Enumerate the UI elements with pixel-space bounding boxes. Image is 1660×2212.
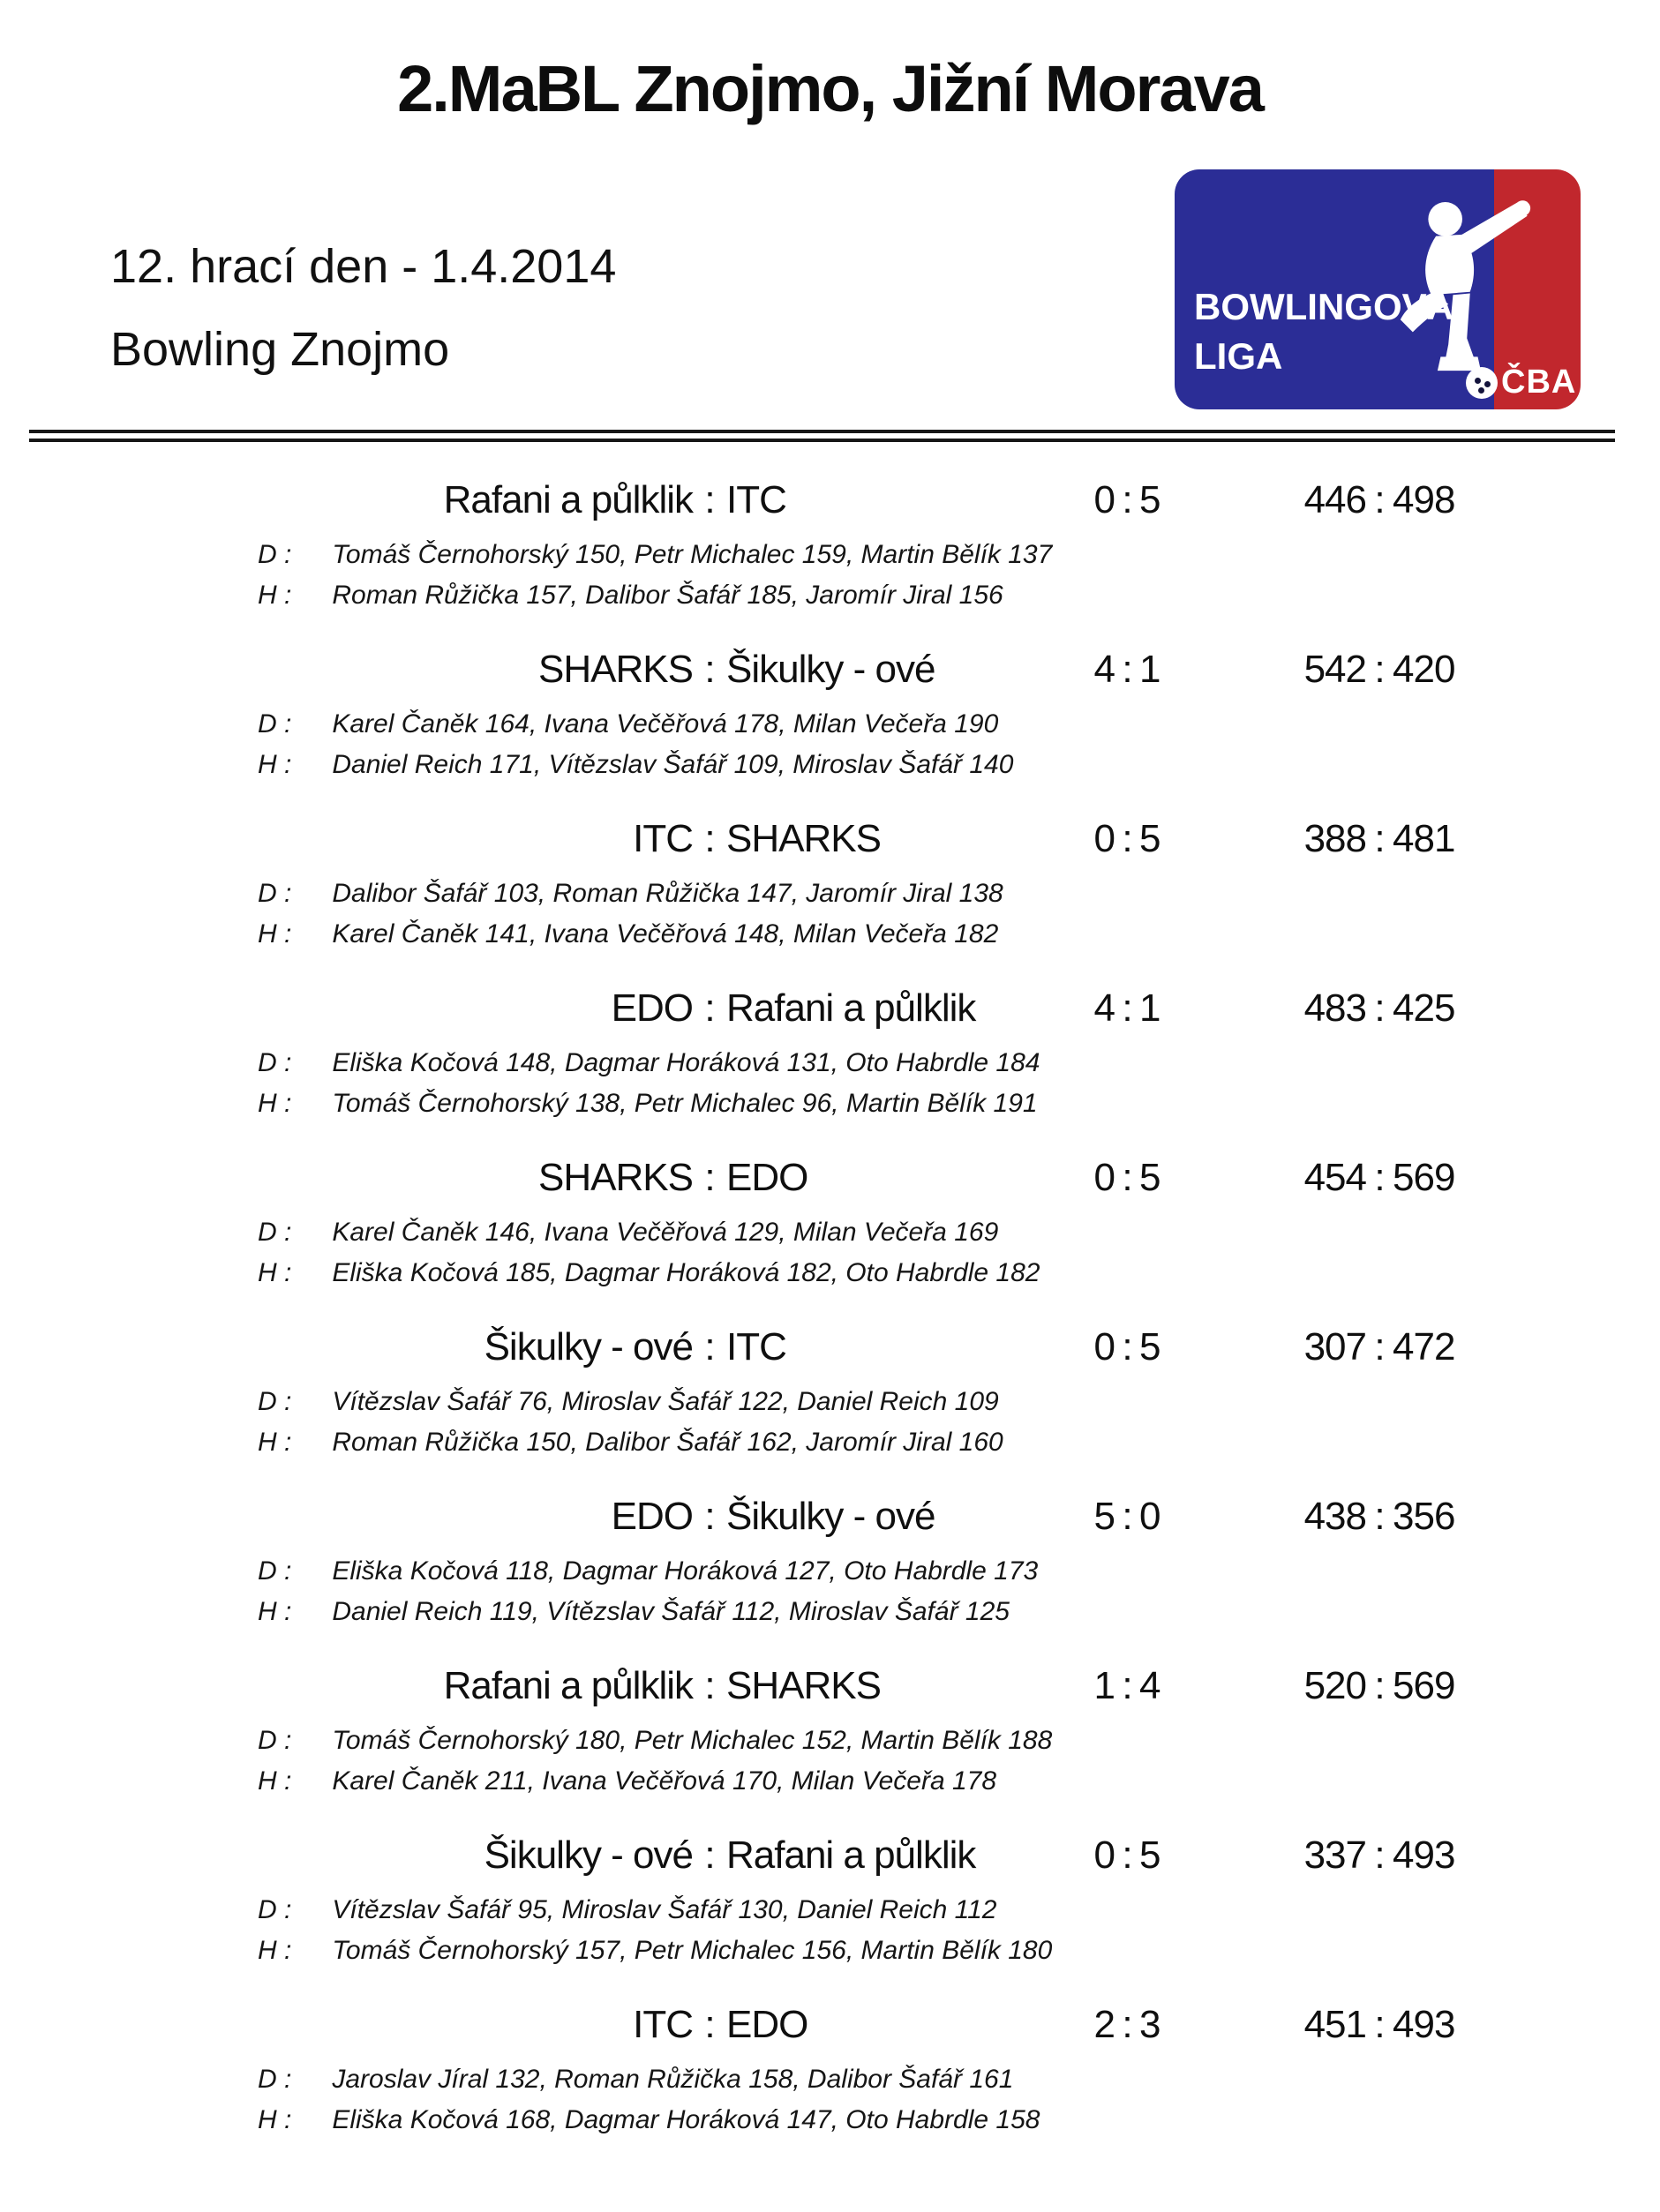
score-colon: : — [1122, 478, 1132, 521]
home-players-row — [0, 1553, 1660, 1590]
away-row-label: H : — [258, 2105, 292, 2134]
pins-team-b: 425 — [1393, 986, 1455, 1030]
pins-team-a: 451 — [1303, 2003, 1366, 2046]
ball-hole — [1478, 387, 1484, 394]
match-list — [0, 475, 1660, 2169]
score-team-a: 0 — [1093, 1156, 1115, 1199]
score-colon: : — [1122, 1664, 1132, 1707]
match-title-row — [0, 1152, 1660, 1203]
away-row-label: H : — [258, 1258, 292, 1287]
score-team-b: 5 — [1139, 1833, 1160, 1877]
match-row — [0, 1999, 1660, 2139]
score-colon: : — [1122, 1833, 1132, 1877]
match-title-row — [0, 1830, 1660, 1881]
bowling-ball-icon — [1466, 367, 1498, 399]
away-players-list: Tomáš Černohorský 138, Petr Michalec 96, Martin Bělík 191 — [332, 1089, 1038, 1118]
pins-team-b: 420 — [1393, 648, 1455, 691]
away-row-label: H : — [258, 1597, 292, 1626]
teams-colon: : — [704, 986, 715, 1030]
away-players-list: Eliška Kočová 185, Dagmar Horáková 182, Oto Habrdle 182 — [332, 1258, 1040, 1287]
away-players-row — [0, 2102, 1660, 2139]
home-row-label: D : — [258, 1218, 292, 1247]
pins-colon: : — [1374, 817, 1385, 860]
pins-team-a: 307 — [1303, 1325, 1366, 1368]
match-row — [0, 1830, 1660, 1969]
logo-wordmark — [1194, 282, 1453, 381]
score-team-a: 2 — [1093, 2003, 1115, 2046]
score-team-a: 0 — [1093, 1325, 1115, 1368]
score-team-b: 0 — [1139, 1495, 1160, 1538]
pins-team-a: 446 — [1303, 478, 1366, 521]
teams-colon: : — [704, 817, 715, 860]
match-title-row — [0, 1661, 1660, 1712]
home-players-list: Vítězslav Šafář 95, Miroslav Šafář 130, Daniel Reich 112 — [332, 1895, 997, 1924]
score-colon: : — [1122, 648, 1132, 691]
match-title-row — [0, 1999, 1660, 2051]
away-players-row — [0, 1085, 1660, 1122]
team-b-name: ITC — [726, 478, 786, 521]
pins-colon: : — [1374, 1325, 1385, 1368]
score-team-a: 0 — [1093, 817, 1115, 860]
home-players-list: Eliška Kočová 148, Dagmar Horáková 131, Oto Habrdle 184 — [332, 1048, 1040, 1077]
home-row-label: D : — [258, 709, 292, 739]
home-players-row — [0, 1892, 1660, 1929]
away-players-list: Roman Růžička 157, Dalibor Šafář 185, Jaromír Jiral 156 — [332, 581, 1003, 610]
team-a-name: ITC — [633, 817, 693, 860]
team-b-name: EDO — [726, 2003, 808, 2046]
score-team-b: 1 — [1139, 986, 1160, 1030]
home-row-label: D : — [258, 1895, 292, 1924]
match-row — [0, 1661, 1660, 1800]
away-players-row — [0, 1763, 1660, 1800]
cba-badge: ČBA — [1501, 364, 1577, 401]
pins-team-b: 569 — [1393, 1664, 1455, 1707]
away-row-label: H : — [258, 919, 292, 949]
team-b-name: SHARKS — [726, 817, 881, 860]
home-players-row — [0, 1045, 1660, 1082]
away-players-row — [0, 1424, 1660, 1461]
score-team-b: 3 — [1139, 2003, 1160, 2046]
home-players-row — [0, 2061, 1660, 2098]
score-team-a: 4 — [1093, 648, 1115, 691]
pins-colon: : — [1374, 648, 1385, 691]
score-colon: : — [1122, 1495, 1132, 1538]
away-row-label: H : — [258, 1428, 292, 1457]
score-team-a: 5 — [1093, 1495, 1115, 1538]
pins-team-b: 498 — [1393, 478, 1455, 521]
pins-team-a: 337 — [1303, 1833, 1366, 1877]
match-row — [0, 1322, 1660, 1461]
score-team-a: 0 — [1093, 478, 1115, 521]
pins-colon: : — [1374, 986, 1385, 1030]
score-team-b: 5 — [1139, 817, 1160, 860]
home-players-list: Karel Čaněk 146, Ivana Večěřová 129, Milan Večeřa 169 — [332, 1218, 999, 1247]
match-row — [0, 814, 1660, 953]
ball-hole — [1475, 378, 1481, 384]
away-row-label: H : — [258, 1936, 292, 1965]
pins-colon: : — [1374, 1833, 1385, 1877]
pins-team-a: 520 — [1303, 1664, 1366, 1707]
pins-team-a: 542 — [1303, 648, 1366, 691]
away-players-row — [0, 1932, 1660, 1969]
team-a-name: EDO — [611, 986, 693, 1030]
bowling-league-logo — [1175, 169, 1581, 409]
match-row — [0, 644, 1660, 784]
away-players-row — [0, 1593, 1660, 1631]
team-b-name: ITC — [726, 1325, 786, 1368]
home-players-list: Eliška Kočová 118, Dagmar Horáková 127, Oto Habrdle 173 — [332, 1556, 1039, 1586]
pins-team-a: 483 — [1303, 986, 1366, 1030]
score-team-a: 1 — [1093, 1664, 1115, 1707]
pins-team-b: 356 — [1393, 1495, 1455, 1538]
match-day-date: 12. hrací den - 1.4.2014 — [110, 240, 617, 293]
match-row — [0, 475, 1660, 614]
team-b-name: Šikulky - ové — [726, 648, 935, 691]
away-players-list: Daniel Reich 171, Vítězslav Šafář 109, Miroslav Šafář 140 — [332, 750, 1014, 779]
match-row — [0, 983, 1660, 1122]
home-players-list: Karel Čaněk 164, Ivana Večěřová 178, Milan Večeřa 190 — [332, 709, 999, 739]
pins-team-b: 493 — [1393, 1833, 1455, 1877]
score-team-b: 4 — [1139, 1664, 1160, 1707]
score-team-a: 0 — [1093, 1833, 1115, 1877]
header-divider — [29, 430, 1615, 442]
pins-team-a: 388 — [1303, 817, 1366, 860]
team-a-name: SHARKS — [538, 648, 693, 691]
pins-colon: : — [1374, 478, 1385, 521]
away-players-list: Roman Růžička 150, Dalibor Šafář 162, Jaromír Jiral 160 — [332, 1428, 1003, 1457]
score-team-b: 5 — [1139, 1325, 1160, 1368]
home-players-list: Dalibor Šafář 103, Roman Růžička 147, Jaromír Jiral 138 — [332, 879, 1003, 908]
pins-colon: : — [1374, 1495, 1385, 1538]
away-players-row — [0, 577, 1660, 614]
team-a-name: Rafani a půlklik — [443, 1664, 693, 1707]
home-players-list: Vítězslav Šafář 76, Miroslav Šafář 122, Daniel Reich 109 — [332, 1387, 999, 1416]
pins-team-b: 569 — [1393, 1156, 1455, 1199]
teams-colon: : — [704, 1495, 715, 1538]
home-row-label: D : — [258, 1048, 292, 1077]
away-players-row — [0, 916, 1660, 953]
pins-colon: : — [1374, 1664, 1385, 1707]
home-players-row — [0, 706, 1660, 743]
logo-wordmark-line1: BOWLINGOVÁ — [1194, 286, 1453, 327]
home-row-label: D : — [258, 540, 292, 569]
match-title-row — [0, 1491, 1660, 1542]
pins-team-a: 454 — [1303, 1156, 1366, 1199]
away-players-row — [0, 1255, 1660, 1292]
away-players-list: Eliška Kočová 168, Dagmar Horáková 147, Oto Habrdle 158 — [332, 2105, 1040, 2134]
home-row-label: D : — [258, 2065, 292, 2094]
home-players-row — [0, 1214, 1660, 1251]
home-row-label: D : — [258, 879, 292, 908]
team-a-name: Šikulky - ové — [484, 1325, 693, 1368]
venue-name: Bowling Znojmo — [110, 323, 450, 376]
teams-colon: : — [704, 1156, 715, 1199]
team-a-name: EDO — [611, 1495, 693, 1538]
away-players-list: Daniel Reich 119, Vítězslav Šafář 112, Miroslav Šafář 125 — [332, 1597, 1010, 1626]
score-colon: : — [1122, 1156, 1132, 1199]
score-colon: : — [1122, 1325, 1132, 1368]
away-row-label: H : — [258, 1766, 292, 1796]
home-players-row — [0, 875, 1660, 912]
away-row-label: H : — [258, 581, 292, 610]
score-colon: : — [1122, 986, 1132, 1030]
pins-team-b: 481 — [1393, 817, 1455, 860]
team-b-name: SHARKS — [726, 1664, 881, 1707]
teams-colon: : — [704, 2003, 715, 2046]
home-players-list: Jaroslav Jíral 132, Roman Růžička 158, Dalibor Šafář 161 — [332, 2065, 1014, 2094]
team-a-name: ITC — [633, 2003, 693, 2046]
ball-hole — [1484, 381, 1491, 387]
away-players-list: Karel Čaněk 211, Ivana Večěřová 170, Milan Večeřa 178 — [332, 1766, 997, 1796]
home-players-row — [0, 1722, 1660, 1759]
team-b-name: Rafani a půlklik — [726, 986, 976, 1030]
teams-colon: : — [704, 478, 715, 521]
score-team-b: 5 — [1139, 478, 1160, 521]
match-row — [0, 1152, 1660, 1292]
home-row-label: D : — [258, 1726, 292, 1755]
match-title-row — [0, 644, 1660, 695]
logo-wordmark-line2: LIGA — [1194, 335, 1283, 377]
team-b-name: EDO — [726, 1156, 808, 1199]
header-subtitle-block — [110, 240, 616, 376]
teams-colon: : — [704, 1325, 715, 1368]
team-a-name: Šikulky - ové — [484, 1833, 693, 1877]
home-row-label: D : — [258, 1556, 292, 1586]
away-players-list: Karel Čaněk 141, Ivana Večěřová 148, Milan Večeřa 182 — [332, 919, 999, 949]
pins-team-b: 472 — [1393, 1325, 1455, 1368]
home-players-list: Tomáš Černohorský 180, Petr Michalec 152, Martin Bělík 188 — [332, 1726, 1053, 1755]
score-colon: : — [1122, 2003, 1132, 2046]
teams-colon: : — [704, 1664, 715, 1707]
pins-team-a: 438 — [1303, 1495, 1366, 1538]
teams-colon: : — [704, 648, 715, 691]
away-row-label: H : — [258, 750, 292, 779]
pins-team-b: 493 — [1393, 2003, 1455, 2046]
match-title-row — [0, 475, 1660, 526]
away-row-label: H : — [258, 1089, 292, 1118]
score-team-a: 4 — [1093, 986, 1115, 1030]
score-team-b: 1 — [1139, 648, 1160, 691]
team-b-name: Rafani a půlklik — [726, 1833, 976, 1877]
team-b-name: Šikulky - ové — [726, 1495, 935, 1538]
home-players-list: Tomáš Černohorský 150, Petr Michalec 159, Martin Bělík 137 — [332, 540, 1053, 569]
teams-colon: : — [704, 1833, 715, 1877]
team-a-name: Rafani a půlklik — [443, 478, 693, 521]
pins-colon: : — [1374, 2003, 1385, 2046]
home-players-row — [0, 536, 1660, 574]
score-team-b: 5 — [1139, 1156, 1160, 1199]
page-title: 2.MaBL Znojmo, Jižní Morava — [397, 52, 1263, 125]
match-row — [0, 1491, 1660, 1631]
team-a-name: SHARKS — [538, 1156, 693, 1199]
home-row-label: D : — [258, 1387, 292, 1416]
away-players-list: Tomáš Černohorský 157, Petr Michalec 156, Martin Bělík 180 — [332, 1936, 1053, 1965]
match-title-row — [0, 814, 1660, 865]
score-colon: : — [1122, 817, 1132, 860]
match-title-row — [0, 1322, 1660, 1373]
match-title-row — [0, 983, 1660, 1034]
pins-colon: : — [1374, 1156, 1385, 1199]
home-players-row — [0, 1383, 1660, 1421]
away-players-row — [0, 746, 1660, 784]
